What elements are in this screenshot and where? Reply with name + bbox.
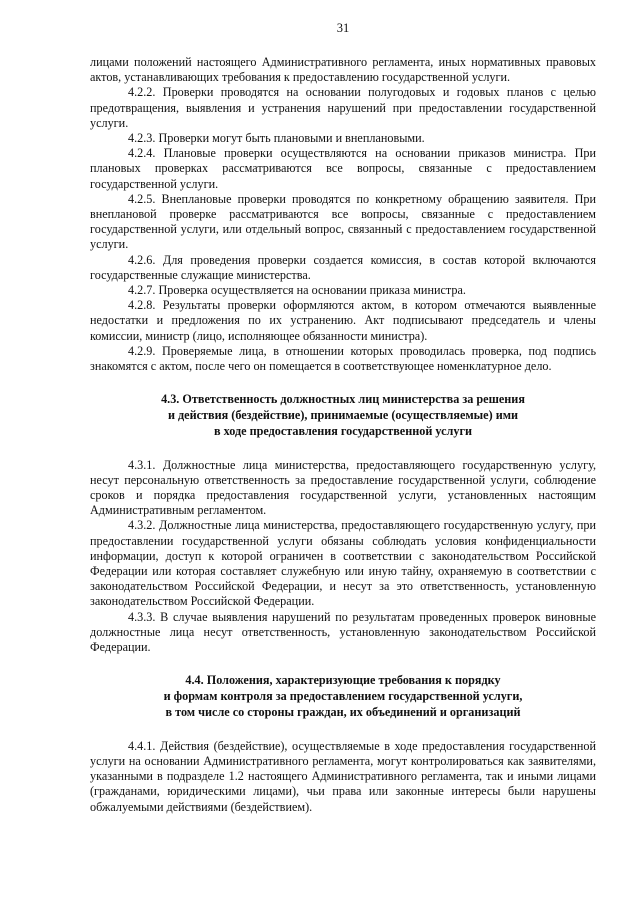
paragraph-4-2-8: 4.2.8. Результаты проверки оформляются актом, в котором отмечаются выявленные недостатки и предложения по их устранению. Акт подписывают председатель и члены комиссии, министр (лицо, исполняющее обязанности министра). [90, 298, 596, 343]
paragraph: лицами положений настоящего Административного регламента, иных нормативных правовых актов, устанавливающих требования к предоставлению государственной услуги. [90, 55, 596, 85]
heading-line: 4.4. Положения, характеризующие требования к порядку [185, 673, 501, 688]
paragraph-4-2-2: 4.2.2. Проверки проводятся на основании полугодовых и годовых планов с целью предотвращения, выявления и устранения нарушений при предоставлении государственной услуги. [90, 85, 596, 130]
paragraph-4-2-4: 4.2.4. Плановые проверки осуществляются на основании приказов министра. При плановых проверках рассматриваются все вопросы, связанные с предоставлением государственной услуги. [90, 146, 596, 191]
heading-line: 4.3. Ответственность должностных лиц министерства за решения [161, 392, 525, 407]
section-4-4-body [90, 739, 596, 815]
paragraph-4-2-3: 4.2.3. Проверки могут быть плановыми и внеплановыми. [128, 131, 425, 146]
heading-line: в ходе предоставления государственной услуги [213, 423, 473, 438]
paragraph-4-2-5: 4.2.5. Внеплановые проверки проводятся по конкретному обращению заявителя. При внеплановой проверке рассматриваются все вопросы, связанные с предоставлением государственной услуги, или отдельный вопрос, связанный с предоставлением государственной услуги. [90, 191, 596, 252]
document-body [90, 55, 596, 815]
heading-line: в том числе со стороны граждан, их объединений и организаций [165, 704, 521, 719]
paragraph-4-2-6: 4.2.6. Для проведения проверки создается комиссия, в состав которой включаются государственные служащие министерства. [90, 252, 596, 282]
section-heading-4-3 [90, 392, 596, 439]
section-heading-4-4 [90, 673, 596, 720]
heading-line: и действия (бездействие), принимаемые (осуществляемые) ими [167, 408, 519, 423]
paragraph-4-2-7: 4.2.7. Проверка осуществляется на основании приказа министра. [128, 283, 466, 298]
heading-line: и формам контроля за предоставлением государственной услуги, [163, 689, 523, 704]
paragraph-4-3-3: 4.3.3. В случае выявления нарушений по результатам проведенных проверок виновные должностные лица несут ответственность, установленную законодательством Российской Федерации. [90, 609, 596, 655]
section-4-3-body [90, 458, 596, 656]
section-4-2-continuation [90, 55, 596, 374]
page-number: 31 [336, 21, 350, 35]
paragraph-4-2-9: 4.2.9. Проверяемые лица, в отношении которых проводилась проверка, под подпись знакомятся с актом, после чего он помещается в соответствующее номенклатурное дело. [90, 343, 596, 374]
paragraph-4-3-1: 4.3.1. Должностные лица министерства, предоставляющего государственную услугу, несут персональную ответственность за предоставление государственной услуги, соблюдение сроков и порядка предоставления государственной услуги, установленных настоящим Административным регламентом. [90, 457, 596, 518]
paragraph-4-3-2: 4.3.2. Должностные лица министерства, предоставляющего государственную услугу, при предоставлении государственной услуги обязаны соблюдать условия конфиденциальности информации, доступ к которой ограничен в соответствии с законодательством Российской Федерации или которая составляет служебную или иную тайну, охраняемую в соответствии с законодательством Российской Федерации, и несут за это ответственность, установленную законодательством Российской Федерации. [90, 518, 596, 609]
paragraph-4-4-1: 4.4.1. Действия (бездействие), осуществляемые в ходе предоставления государственной услуги на основании Административного регламента, могут контролироваться как заявителями, указанными в подразделе 1.2 настоящего Административного регламента, так и иными лицами (гражданами, юридическими лицами), чьи права или законные интересы были нарушены обжалуемыми действиями (бездействием). [90, 738, 596, 814]
